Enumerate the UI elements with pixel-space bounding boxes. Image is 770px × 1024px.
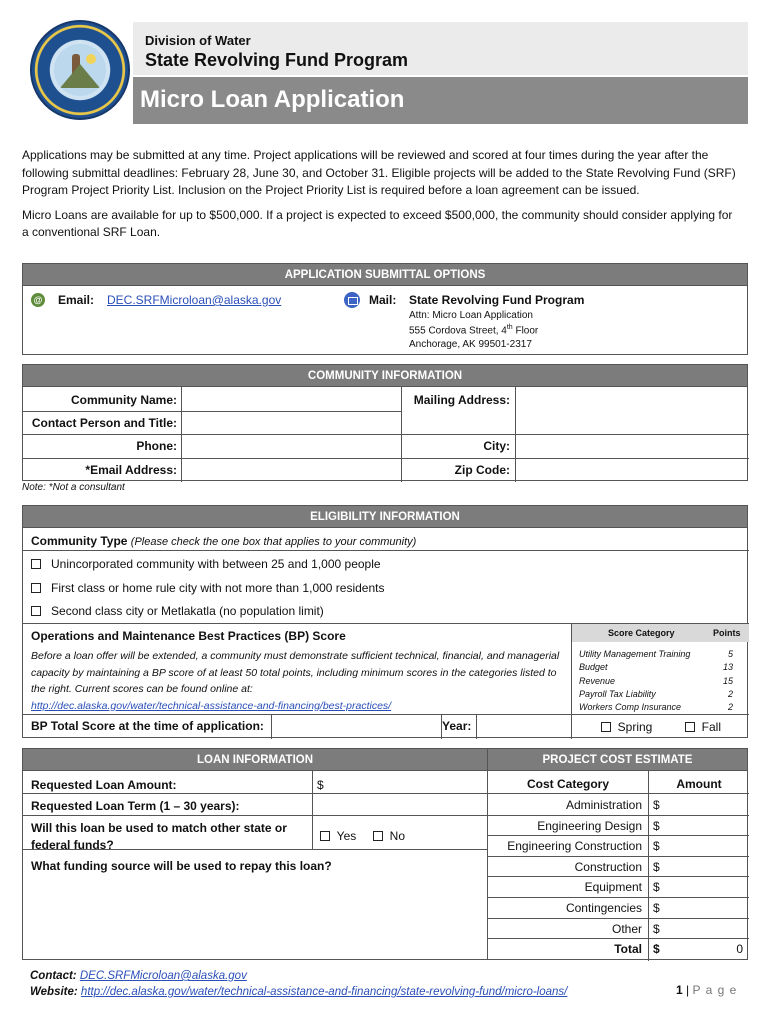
mailing-address-label: Mailing Address: <box>413 393 510 407</box>
points-header: Points <box>713 628 741 638</box>
cost-category-label: Construction <box>574 859 642 874</box>
community-type-option-2[interactable]: First class or home rule city with not more than 1,000 residents <box>31 581 385 595</box>
mail-recipient: State Revolving Fund Program <box>409 293 585 307</box>
cost-category-label: Equipment <box>584 880 642 895</box>
footer-website: Website: http://dec.alaska.gov/water/technical-assistance-and-financing/state-revolving-fund/micro-loans/ <box>30 986 568 998</box>
community-type-option-3[interactable]: Second class city or Metlakatla (no population limit) <box>31 604 324 618</box>
zip-code-field[interactable] <box>516 459 749 482</box>
cost-amount-field[interactable]: $ <box>653 839 660 854</box>
cost-amount-field[interactable]: $ <box>653 921 660 936</box>
intro-paragraph-2: Micro Loans are available for up to $500,000. If a project is expected to exceed $500,000, the community should consider applying for a conventional SRF Loan. <box>22 207 733 239</box>
contact-label: Contact Person and Title: <box>31 416 177 430</box>
checkbox[interactable] <box>31 559 41 569</box>
at-sign-icon: @ <box>31 293 45 307</box>
bp-total-field[interactable] <box>272 715 441 739</box>
section-heading: APPLICATION SUBMITTAL OPTIONS <box>23 264 747 286</box>
fall-option[interactable]: Fall <box>685 720 721 734</box>
year-field[interactable] <box>477 715 571 739</box>
division-label: Division of Water <box>145 33 251 48</box>
page-title: Micro Loan Application <box>140 86 405 113</box>
cost-amount-field[interactable]: $ <box>653 818 660 833</box>
cost-category-header: Cost Category <box>526 777 609 791</box>
section-heading: LOAN INFORMATION <box>23 749 487 771</box>
funding-source-label: What funding source will be used to repay this loan? <box>31 859 332 873</box>
bp-score-title: Operations and Maintenance Best Practices (BP) Score <box>31 629 346 643</box>
cost-category-label: Other <box>611 921 642 936</box>
page-footer <box>30 968 567 1000</box>
intro-text <box>22 147 742 249</box>
spring-option[interactable]: Spring <box>601 720 652 734</box>
submittal-options-section <box>22 263 748 355</box>
contact-field[interactable] <box>182 412 401 434</box>
year-label: Year: <box>442 719 472 733</box>
match-yes-option[interactable]: Yes <box>320 829 356 843</box>
phone-field[interactable] <box>182 435 401 458</box>
score-categories: Utility Management Training Budget Revenue Payroll Tax Liability Workers Comp Insurance <box>579 649 691 713</box>
city-field[interactable] <box>516 435 749 458</box>
loan-amount-field[interactable]: $ <box>317 778 324 792</box>
zip-code-label: Zip Code: <box>454 463 510 477</box>
cost-amount-field[interactable]: $ <box>653 901 660 915</box>
page-header <box>0 0 770 140</box>
section-heading: COMMUNITY INFORMATION <box>23 365 747 387</box>
total-label: Total <box>614 942 642 957</box>
email-address-label: *Email Address: <box>85 463 177 477</box>
community-type-heading: Community Type (Please check the one box that applies to your community) <box>31 534 417 548</box>
footer-website-link[interactable]: http://dec.alaska.gov/water/technical-assistance-and-financing/state-revolving-fund/micro-loans/ <box>80 986 568 998</box>
score-points: 5 13 15 2 2 <box>722 649 733 713</box>
loan-term-label: Requested Loan Term (1 – 30 years): <box>31 799 240 813</box>
city-label: City: <box>483 439 510 453</box>
email-label: Email: <box>58 293 95 307</box>
loan-term-field[interactable] <box>313 794 488 815</box>
mail-street: 555 Cordova Street, 4th Floor <box>409 324 539 337</box>
phone-label: Phone: <box>136 439 177 453</box>
cost-amount-field[interactable]: $ <box>653 798 660 812</box>
cost-category-label: Engineering Construction <box>507 839 642 854</box>
footer-contact: Contact: DEC.SRFMicroloan@alaska.gov <box>30 970 247 982</box>
envelope-icon <box>344 292 360 308</box>
loan-information-section <box>22 748 487 960</box>
program-title: State Revolving Fund Program <box>145 50 409 70</box>
project-cost-estimate-section <box>487 748 748 960</box>
checkbox[interactable] <box>31 583 41 593</box>
mail-attn: Attn: Micro Loan Application <box>409 310 533 321</box>
checkbox[interactable] <box>373 831 383 841</box>
cost-category-label: Contingencies <box>565 901 642 915</box>
score-category-header: Score Category <box>608 628 675 638</box>
checkbox[interactable] <box>31 606 41 616</box>
footer-contact-link[interactable]: DEC.SRFMicroloan@alaska.gov <box>79 970 247 982</box>
bp-total-label: BP Total Score at the time of application: <box>31 719 264 733</box>
checkbox[interactable] <box>601 722 611 732</box>
alaska-state-seal-logo <box>30 20 130 120</box>
loan-amount-label: Requested Loan Amount: <box>31 778 177 792</box>
best-practices-link[interactable]: http://dec.alaska.gov/water/technical-assistance-and-financing/best-practices/ <box>31 699 392 712</box>
funding-source-field[interactable] <box>23 874 488 960</box>
mailing-address-field[interactable] <box>516 388 749 434</box>
section-heading: PROJECT COST ESTIMATE <box>488 749 747 771</box>
intro-paragraph-1: Applications may be submitted at any time. Project applications will be reviewed and scored at four times during the year after the following submittal deadlines: February 28, June 30, and October 31. Eligible projects will be added to the State Revolving Fund (SRF) Program Project Priority List. Inclusion on the Project Priority List is required before a loan agreement can be issued. <box>22 148 736 197</box>
bp-score-description: Before a loan offer will be extended, a community must demonstrate sufficient technical, financial, and managerial capacity by maintaining a BP score of at least 50 total points, including minimum scores in the categories listed to the right. Current scores can be found online at: http://dec.alaska.gov/water/technical-assistance-and-financing/best-practices/ <box>31 650 560 712</box>
community-name-label: Community Name: <box>70 393 177 407</box>
email-address-field[interactable] <box>182 459 401 482</box>
mail-city: Anchorage, AK 99501-2317 <box>409 339 532 350</box>
cost-category-label: Administration <box>565 798 642 812</box>
checkbox[interactable] <box>685 722 695 732</box>
checkbox[interactable] <box>320 831 330 841</box>
match-no-option[interactable]: No <box>373 829 405 843</box>
match-funds-label: Will this loan be used to match other state or federal funds? <box>31 821 287 852</box>
email-link[interactable]: DEC.SRFMicroloan@alaska.gov <box>107 293 282 307</box>
community-information-section <box>22 364 748 481</box>
cost-amount-field[interactable]: $ <box>653 880 660 895</box>
eligibility-information-section <box>22 505 748 738</box>
total-value: 0 <box>736 942 743 957</box>
total-dollar-sign: $ <box>653 942 660 957</box>
amount-header: Amount <box>676 777 722 791</box>
community-name-field[interactable] <box>182 388 401 411</box>
consultant-note: Note: *Not a consultant <box>22 482 125 493</box>
community-type-option-1[interactable]: Unincorporated community with between 25 and 1,000 people <box>31 557 381 571</box>
page-number: 1 | P a g e <box>676 983 738 997</box>
mail-label: Mail: <box>369 293 397 307</box>
section-heading: ELIGIBILITY INFORMATION <box>23 506 747 528</box>
cost-amount-field[interactable]: $ <box>653 859 660 874</box>
cost-category-label: Engineering Design <box>537 818 642 833</box>
